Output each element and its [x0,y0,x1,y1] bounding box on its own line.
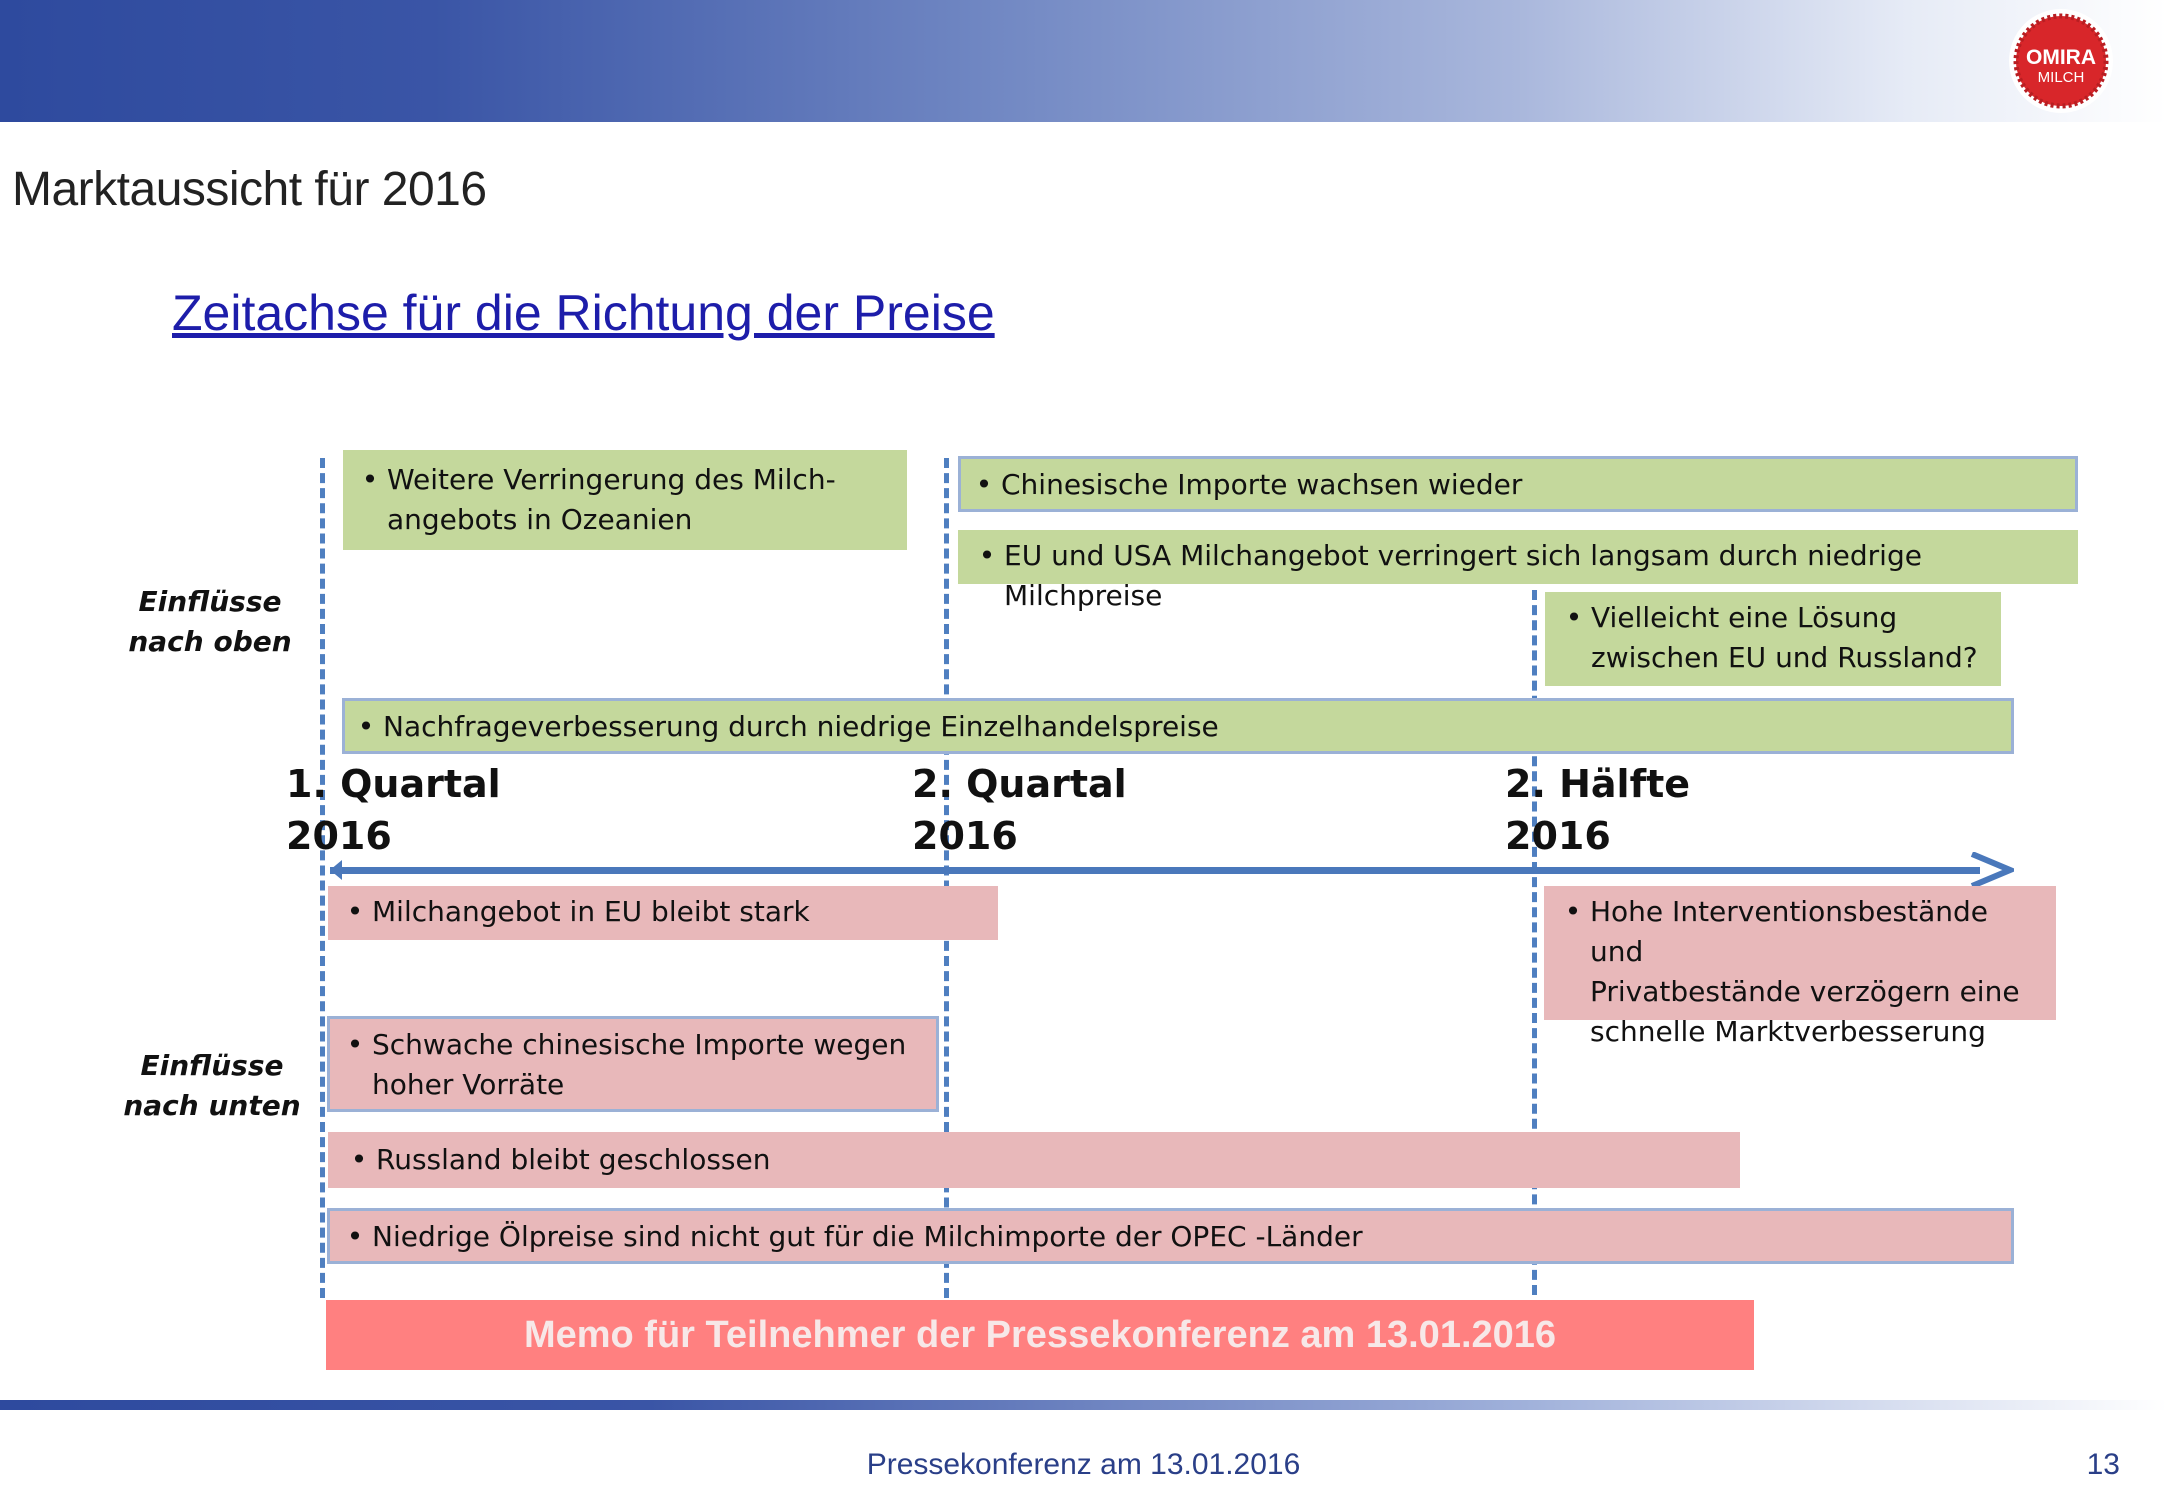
period-label-q1: 1. Quartal 2016 [286,762,501,858]
up-factor-eu-russia-solution: • Vielleicht eine Lösung zwischen EU und Russland? [1545,592,2001,686]
down-factor-eu-supply-strong: • Milchangebot in EU bleibt stark [328,886,998,940]
period-divider-h2 [1532,590,1537,1295]
up-factor-oceania-supply: • Weitere Verringerung des Milch- angebots in Ozeanien [343,450,907,550]
page-number: 13 [2086,1448,2120,1481]
memo-banner: Memo für Teilnehmer der Pressekonferenz am 13.01.2016 [326,1300,1754,1370]
down-factor-oil-prices: • Niedrige Ölpreise sind nicht gut für die Milchimporte der OPEC -Länder [327,1208,2014,1264]
timeline-subtitle[interactable]: Zeitachse für die Richtung der Preise [172,285,995,341]
up-factor-eu-usa-supply: • EU und USA Milchangebot verringert sich langsam durch niedrige Milchpreise [958,530,2078,584]
up-factor-demand-improvement: • Nachfrageverbesserung durch niedrige Einzelhandelspreise [342,698,2014,754]
header-band [0,0,2167,122]
label-downward-influences: Einflüsse nach unten [123,1049,301,1122]
label-upward-influences: Einflüsse nach oben [128,585,292,658]
down-factor-intervention-stocks: • Hohe Interventionsbestände und Privatbestände verzögern eine schnelle Marktverbesserung [1544,886,2056,1020]
up-factor-chinese-imports: • Chinesische Importe wachsen wieder [958,456,2078,512]
period-label-q2: 2. Quartal 2016 [912,762,1127,858]
footer-divider [0,1400,2167,1410]
timeline-axis-arrow [324,852,2014,888]
page-title: Marktaussicht für 2016 [12,163,487,216]
omira-milch-logo [2003,8,2119,114]
svg-text:OMIRA: OMIRA [2026,46,2096,69]
down-factor-russia-closed: • Russland bleibt geschlossen [328,1132,1740,1188]
footer-text: Pressekonferenz am 13.01.2016 [866,1448,1301,1481]
period-label-h2: 2. Hälfte 2016 [1505,762,1691,858]
down-factor-weak-chinese-imports: • Schwache chinesische Importe wegen hoher Vorräte [327,1016,939,1112]
svg-text:MILCH: MILCH [2037,69,2085,86]
